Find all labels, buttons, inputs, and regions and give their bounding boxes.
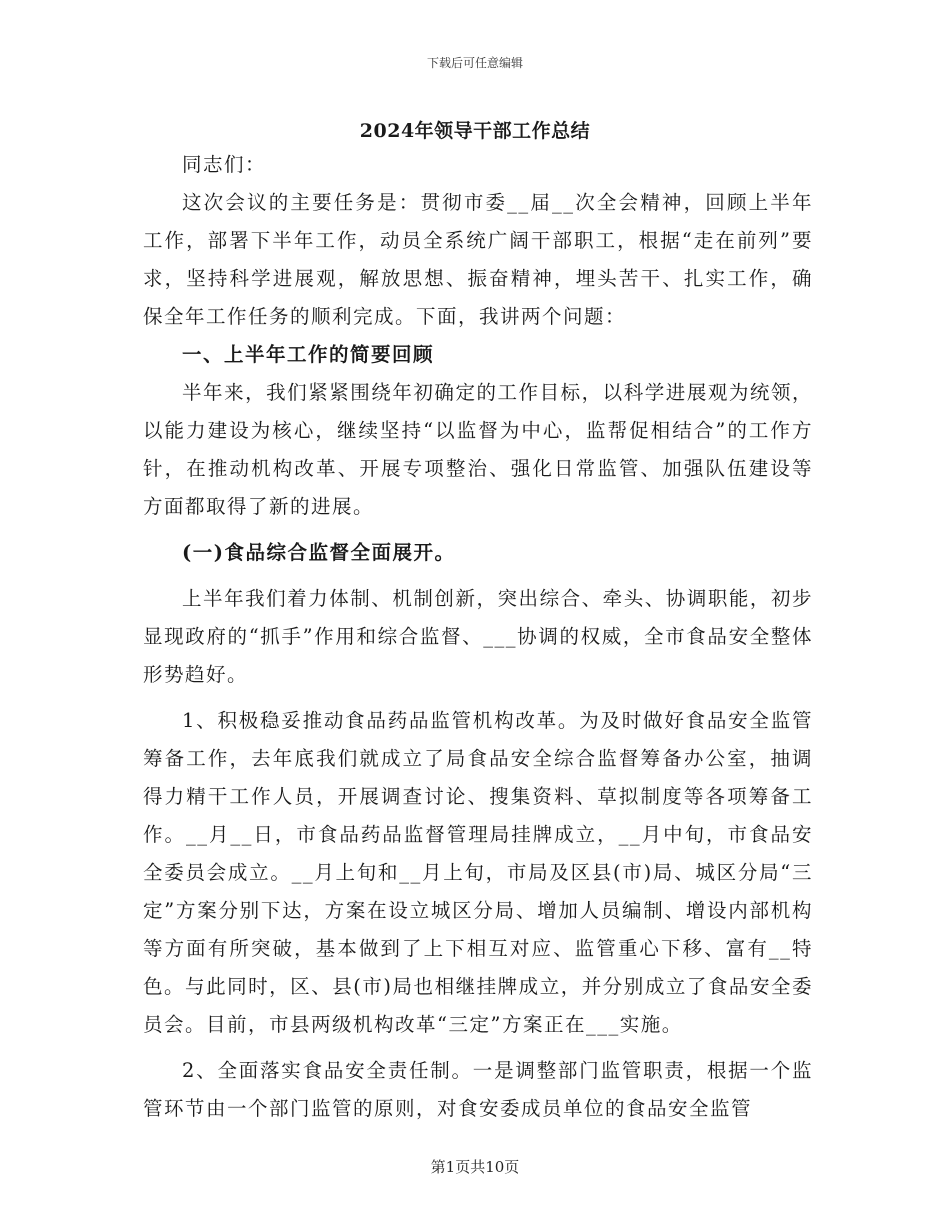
document-body [143,146,813,1128]
paragraph: 半年来，我们紧紧围绕年初确定的工作目标，以科学进展观为统领，以能力建设为核心，继续坚持“以监督为中心，监帮促相结合”的工作方针，在推动机构改革、开展专项整治、强化日常监管、加强队伍建设等方面都取得了新的进展。 [143,381,813,518]
section-heading: 一、上半年工作的简要回顾 [182,343,435,366]
paragraph: 这次会议的主要任务是：贯彻市委__届__次全会精神，回顾上半年工作，部署下半年工作，动员全系统广阔干部职工，根据“走在前列”要求，坚持科学进展观，解放思想、振奋精神，埋头苦干、扎实工作，确保全年工作任务的顺利完成。下面，我讲两个问题： [143,191,813,328]
document-title: 2024年领导干部工作总结 [359,120,591,142]
page-footer: 第1页共10页 [430,1158,520,1176]
header-note: 下载后可任意编辑 [426,56,523,70]
salutation: 同志们： [182,153,267,176]
paragraph: 2、全面落实食品安全责任制。一是调整部门监管职责，根据一个监管环节由一个部门监管的原则，对食安委成员单位的食品安全监管 [143,1059,813,1120]
paragraph: 1、积极稳妥推动食品药品监管机构改革。为及时做好食品安全监管筹备工作，去年底我们就成立了局食品安全综合监督筹备办公室，抽调得力精干工作人员，开展调查讨论、搜集资料、草拟制度等各项筹备工作。__月__日，市食品药品监督管理局挂牌成立，__月中旬，市食品安全委员会成立。__月上旬和__月上旬，市局及区县(市)局、城区分局“三定”方案分别下达，方案在设立城区分局、增加人员编制、增设内部机构等方面有所突破，基本做到了上下相互对应、监管重心下移、富有__特色。与此同时，区、县(市)局也相继挂牌成立，并分别成立了食品安全委员会。目前，市县两级机构改革“三定”方案正在___实施。 [143,709,813,1036]
subsection-heading: (一)食品综合监督全面展开。 [182,541,456,564]
paragraph: 上半年我们着力体制、机制创新，突出综合、牵头、协调职能，初步显现政府的“抓手”作用和综合监督、___协调的权威，全市食品安全整体形势趋好。 [143,587,813,686]
